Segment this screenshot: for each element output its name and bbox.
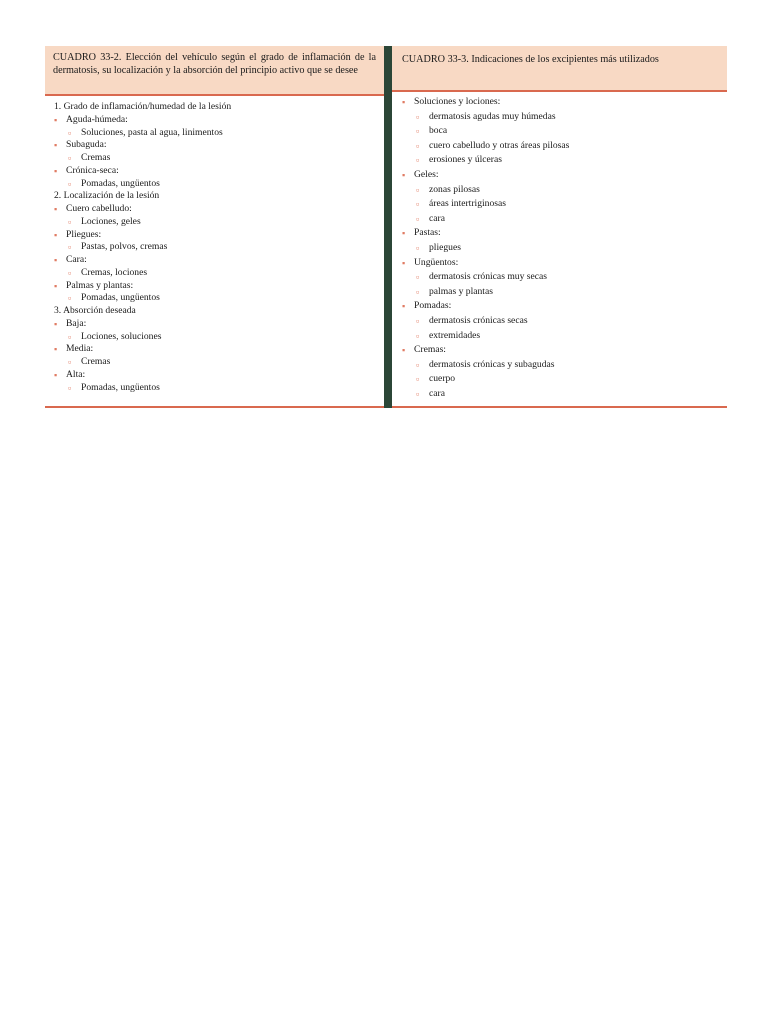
bullet-icon: ▪ — [54, 344, 58, 355]
list-item — [54, 318, 376, 331]
sub-list-item — [54, 216, 376, 229]
sub-list-item — [402, 270, 719, 285]
bullet-icon: ▪ — [54, 204, 58, 214]
list-item — [402, 226, 719, 241]
bullet-icon: ▫ — [416, 199, 420, 210]
bullet-icon: ▫ — [416, 315, 420, 326]
item-text: dermatosis crónicas muy secas — [429, 271, 548, 283]
sub-list-item — [402, 329, 719, 344]
bullet-icon: ▫ — [416, 359, 420, 370]
item-text: boca — [429, 125, 448, 137]
sub-list-item — [402, 212, 719, 227]
bullet-icon: ▪ — [54, 280, 58, 291]
sub-list-item — [54, 241, 376, 254]
bullet-icon: ▪ — [54, 255, 58, 265]
sub-list-item — [402, 124, 719, 139]
list-item — [54, 114, 376, 127]
bullet-icon: ▫ — [68, 178, 72, 189]
section-heading — [54, 305, 376, 318]
sub-list-item — [54, 127, 376, 140]
sub-list-item — [54, 178, 376, 191]
bullet-icon: ▫ — [68, 242, 72, 253]
table-cuadro-33-2 — [45, 46, 384, 408]
bullet-icon: ▪ — [402, 257, 406, 268]
item-text: pliegues — [429, 241, 461, 253]
bullet-icon: ▫ — [68, 267, 72, 278]
sub-list-item — [402, 241, 719, 256]
bullet-icon: ▫ — [68, 216, 72, 227]
list-item — [54, 139, 376, 152]
item-text: Geles: — [414, 168, 439, 180]
bullet-icon: ▫ — [416, 286, 420, 297]
item-text: Subaguda: — [66, 139, 107, 151]
bullet-icon: ▫ — [416, 140, 420, 151]
item-text: cara — [429, 387, 445, 399]
item-text: Aguda-húmeda: — [66, 113, 128, 125]
sub-list-item — [54, 292, 376, 305]
list-item — [402, 168, 719, 183]
item-text: cara — [429, 212, 445, 224]
sub-list-item — [402, 314, 719, 329]
sub-list-item — [54, 382, 376, 395]
section-heading — [54, 190, 376, 203]
list-item — [54, 369, 376, 382]
bullet-icon: ▫ — [416, 242, 420, 253]
sub-list-item — [54, 356, 376, 369]
sub-list-item — [54, 152, 376, 165]
bullet-icon: ▫ — [416, 213, 420, 224]
item-text: Media: — [66, 343, 94, 355]
bullet-icon: ▪ — [54, 229, 58, 240]
bullet-icon: ▪ — [54, 140, 58, 151]
bullet-icon: ▪ — [54, 369, 58, 380]
bullet-icon: ▪ — [402, 345, 406, 356]
item-text: Soluciones y lociones: — [414, 96, 501, 107]
item-text: dermatosis agudas muy húmedas — [429, 110, 556, 122]
bullet-icon: ▫ — [416, 272, 420, 283]
sub-list-item — [402, 139, 719, 154]
item-text: 2. Localización de la lesión — [54, 190, 160, 202]
sub-list-item — [402, 285, 719, 300]
list-item — [54, 203, 376, 216]
item-text: áreas intertriginosas — [429, 198, 506, 210]
bullet-icon: ▪ — [54, 114, 58, 125]
item-text: Cremas: — [414, 344, 446, 356]
bullet-icon: ▪ — [402, 301, 406, 312]
bullet-icon: ▫ — [416, 184, 420, 195]
table-cuadro-33-3 — [392, 46, 727, 408]
item-text: Pomadas: — [414, 300, 452, 312]
item-text: Pomadas, ungüentos — [81, 381, 160, 393]
sub-list-item — [54, 267, 376, 280]
item-text: Palmas y plantas: — [66, 279, 134, 291]
bullet-icon: ▫ — [68, 127, 72, 138]
item-text: Lociones, geles — [81, 215, 141, 227]
sub-list-item — [402, 153, 719, 168]
bullet-icon: ▫ — [416, 155, 420, 166]
bullet-icon: ▪ — [402, 169, 406, 180]
table-title: CUADRO 33-3. Indicaciones de los excipientes más utilizados — [392, 46, 727, 92]
item-text: extremidades — [429, 329, 481, 341]
list-item — [402, 95, 719, 110]
bullet-icon: ▪ — [402, 97, 406, 107]
bullet-icon: ▫ — [416, 388, 420, 399]
item-text: Pomadas, ungüentos — [81, 177, 160, 189]
item-text: Pomadas, ungüentos — [81, 292, 160, 304]
item-text: 1. Grado de inflamación/humedad de la lesión — [54, 101, 232, 112]
item-text: Pastas, polvos, cremas — [81, 241, 168, 253]
bullet-icon: ▫ — [416, 374, 420, 385]
item-text: Cuero cabelludo: — [66, 203, 132, 214]
item-text: Pliegues: — [66, 228, 102, 240]
list-item — [54, 254, 376, 267]
sub-list-item — [402, 183, 719, 198]
list-item — [402, 299, 719, 314]
list-item — [54, 343, 376, 356]
table-list — [45, 96, 384, 394]
table-title: CUADRO 33-2. Elección del vehículo según el grado de inflamación de la dermatosis, su localización y la absorción del principio activo que se desee — [45, 46, 384, 96]
bullet-icon: ▫ — [68, 357, 72, 367]
bullet-icon: ▫ — [416, 126, 420, 137]
item-text: dermatosis crónicas secas — [429, 314, 528, 326]
item-text: Cremas — [81, 152, 111, 163]
bullet-icon: ▪ — [54, 318, 58, 329]
sub-list-item — [402, 110, 719, 125]
item-text: Pastas: — [414, 227, 441, 239]
item-text: Cara: — [66, 254, 87, 265]
list-item — [402, 256, 719, 271]
item-text: dermatosis crónicas y subagudas — [429, 358, 555, 370]
sub-list-item — [54, 331, 376, 344]
list-item — [54, 229, 376, 242]
item-text: Cremas, lociones — [81, 266, 148, 278]
column-divider — [384, 46, 392, 408]
bullet-icon: ▪ — [402, 228, 406, 239]
sub-list-item — [402, 387, 719, 402]
sub-list-item — [402, 358, 719, 373]
sub-list-item — [402, 197, 719, 212]
section-heading — [54, 101, 376, 114]
bullet-icon: ▫ — [68, 153, 72, 163]
item-text: Soluciones, pasta al agua, linimentos — [81, 126, 223, 138]
item-text: Alta: — [66, 368, 86, 380]
item-text: Baja: — [66, 317, 87, 329]
bullet-icon: ▪ — [54, 165, 58, 176]
bullet-icon: ▫ — [68, 382, 72, 393]
bullet-icon: ▫ — [416, 330, 420, 341]
item-text: zonas pilosas — [429, 183, 480, 195]
item-text: Cremas — [81, 356, 111, 367]
bullet-icon: ▫ — [416, 111, 420, 122]
item-text: palmas y plantas — [429, 285, 493, 297]
item-text: cuero cabelludo y otras áreas pilosas — [429, 139, 570, 151]
item-text: Lociones, soluciones — [81, 330, 162, 342]
list-item — [402, 343, 719, 358]
list-item — [54, 280, 376, 293]
bullet-icon: ▫ — [68, 293, 72, 304]
item-text: Crónica-seca: — [66, 164, 119, 176]
bullet-icon: ▫ — [68, 331, 72, 342]
item-text: Ungüentos: — [414, 256, 459, 268]
item-text: 3. Absorción deseada — [54, 305, 136, 316]
table-list — [392, 92, 727, 401]
item-text: cuerpo — [429, 373, 456, 385]
sub-list-item — [402, 372, 719, 387]
item-text: erosiones y úlceras — [429, 154, 502, 166]
list-item — [54, 165, 376, 178]
